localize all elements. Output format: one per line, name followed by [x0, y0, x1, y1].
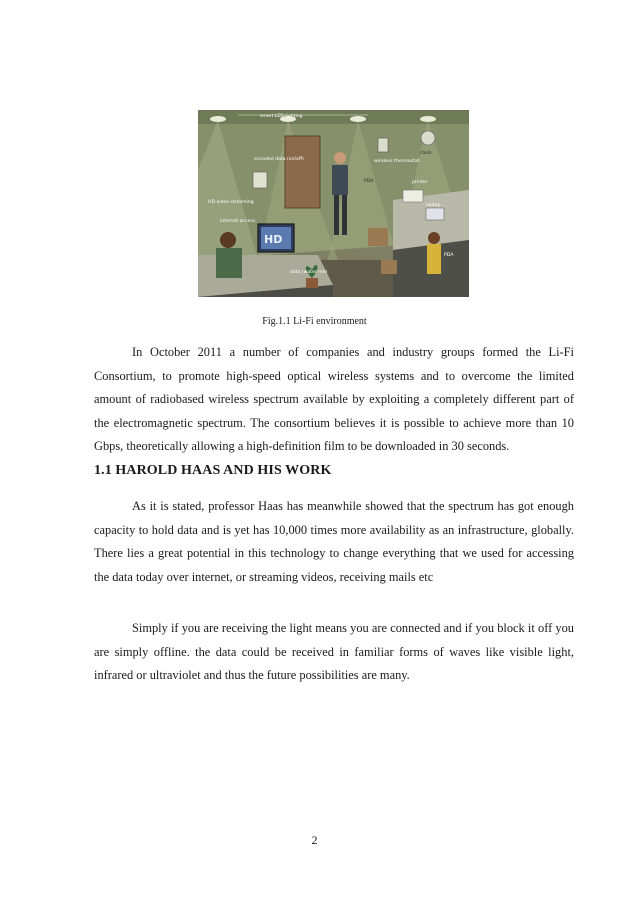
label-encoded: encoded data (on/off) [254, 157, 304, 162]
paragraph-haas-work: As it is stated, professor Haas has meanwhile showed that the spectrum has got enough capacity to hold data and is yet has 10,000 times more availability as an infrastructure, globally. There lies a great potential in this technology to change everything that we used for accessing the data today over internet, or streaming videos, receiving mails etc [94, 499, 574, 584]
paragraph-li-fi-consortium: In October 2011 a number of companies and industry groups formed the Li-Fi Consortium, to promote high-speed optical wireless systems and to overcome the limited amount of radiobased wireless spectrum available by exploiting a completely different part of the electromagnetic spectrum. The consortium believes it is possible to achieve more than 10 Gbps, theoretically allowing a high-definition film to be downloaded in 30 seconds. [94, 345, 574, 453]
laptop [426, 208, 444, 220]
box [368, 228, 388, 246]
page-number: 2 [311, 833, 318, 847]
label-hd: HD [264, 233, 283, 246]
label-pda-right: PDA [444, 253, 454, 258]
seated-person-right [428, 232, 440, 244]
wireless-thermostat [378, 138, 388, 152]
thermostat [253, 172, 267, 188]
standing-person [334, 152, 346, 164]
ceiling-lamp [420, 116, 436, 122]
label-laptop: laptop [426, 203, 441, 208]
figure-caption: Fig.1.1 Li-Fi environment [262, 316, 367, 327]
label-pda-top: PDA [364, 179, 374, 184]
label-printer: printer [412, 180, 428, 185]
section-heading: 1.1 HAROLD HAAS AND HIS WORK [94, 463, 332, 478]
wall-clock [421, 131, 435, 145]
label-wireless: wireless thermostat [374, 159, 420, 164]
label-internet: internet access [220, 219, 256, 224]
label-data-water: data (water me) [290, 270, 328, 275]
ceiling-lamp [210, 116, 226, 122]
ceiling-lamp [350, 116, 366, 122]
label-clock: clock [420, 151, 432, 156]
li-fi-illustration [198, 110, 469, 297]
label-hd-streaming: HD video streaming [208, 200, 254, 205]
label-lighting: smart LED lighting [260, 114, 303, 119]
seated-person-left [220, 232, 236, 248]
door [285, 136, 320, 208]
printer [403, 190, 423, 202]
li-fi-environment-figure [198, 110, 469, 297]
paragraph-connectivity: Simply if you are receiving the light means you are connected and if you block it off you are simply offline. the data could be received in familiar forms of waves like visible light, infrared or ultraviolet and thus the future possibilities are many. [94, 621, 574, 682]
box [381, 260, 397, 274]
